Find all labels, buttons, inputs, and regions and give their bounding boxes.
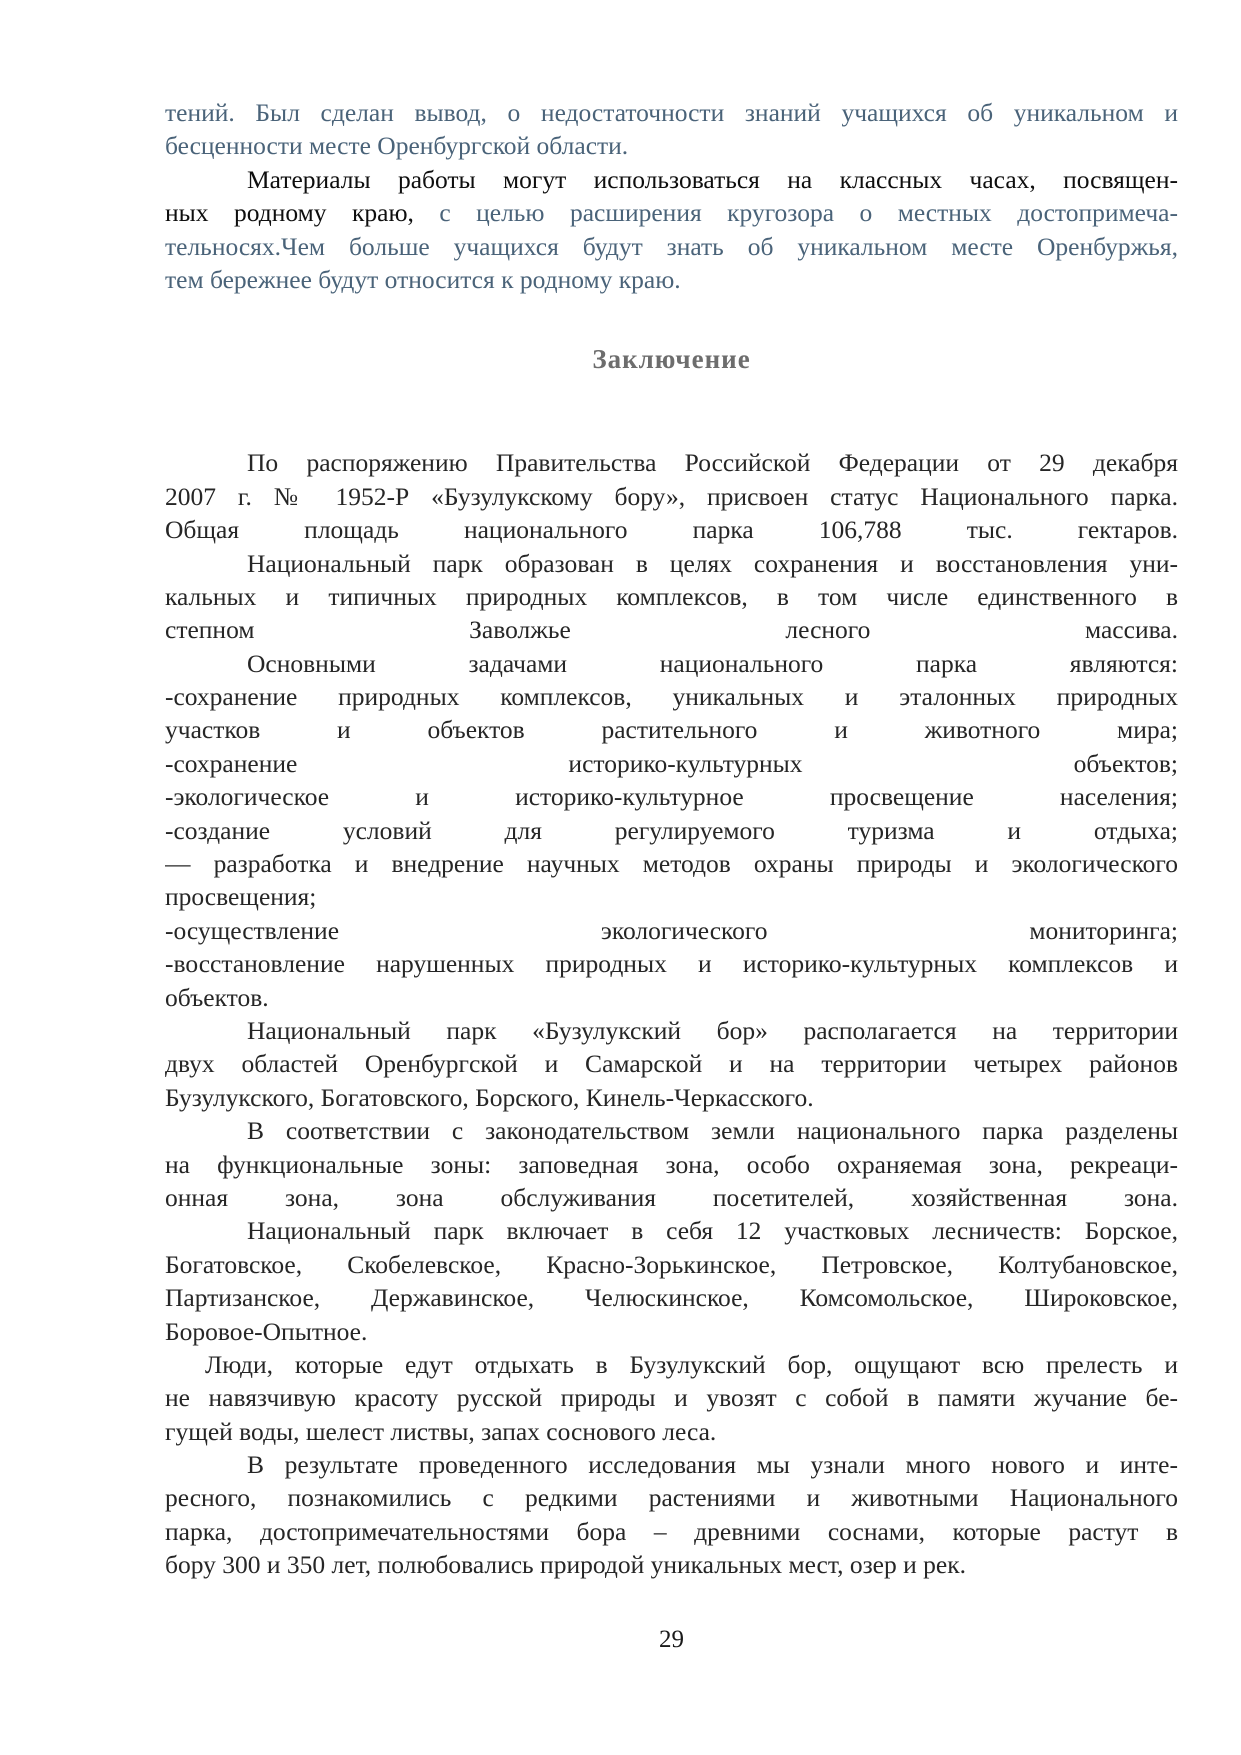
text-run: объектов. xyxy=(165,982,269,1012)
text-run: двух областей Оренбургской и Самарской и на территории четырех районов xyxy=(165,1049,1178,1079)
text-line xyxy=(165,263,1178,296)
text-line xyxy=(165,947,1178,980)
text-run: Национальный парк образован в целях сохранения и восстановления уни- xyxy=(247,548,1178,578)
text-line xyxy=(165,1047,1178,1080)
text-line xyxy=(165,196,1178,229)
text-line xyxy=(165,1515,1178,1548)
text-line xyxy=(165,713,1178,746)
text-run: -сохранение природных комплексов, уникальных и эталонных природных xyxy=(165,682,1178,712)
text-line xyxy=(165,847,1178,880)
text-column xyxy=(165,96,1178,1654)
text-line xyxy=(165,230,1178,263)
text-line xyxy=(165,547,1178,580)
text-run: -восстановление нарушенных природных и историко-культурных комплексов и xyxy=(165,949,1178,979)
text-line xyxy=(165,1415,1178,1448)
text-run: Материалы работы могут использоваться на классных часах, посвящен- xyxy=(247,164,1178,194)
text-run: с целью расширения кругозора о местных достопримеча- xyxy=(413,198,1178,228)
text-line xyxy=(165,163,1178,196)
text-line xyxy=(165,680,1178,713)
text-run: парка, достопримечательностями бора – древними соснами, которые растут в xyxy=(165,1516,1178,1546)
text-run: 2007 г. № 1952-Р «Бузулукскому бору», присвоен статус Национального парка. xyxy=(165,481,1178,511)
intro-paragraphs xyxy=(165,96,1178,296)
text-line xyxy=(165,1181,1178,1214)
text-line xyxy=(165,647,1178,680)
text-line xyxy=(165,446,1178,479)
text-run: бесценности месте Оренбургской области. xyxy=(165,131,629,161)
text-line xyxy=(165,1448,1178,1481)
text-line xyxy=(165,1248,1178,1281)
text-run: -экологическое и историко-культурное просвещение населения; xyxy=(165,782,1178,812)
text-line xyxy=(165,981,1178,1014)
text-line xyxy=(165,513,1178,546)
text-run: -осуществление экологического мониторинга; xyxy=(165,915,1178,945)
text-line xyxy=(165,1315,1178,1348)
text-line xyxy=(165,780,1178,813)
text-run: тений. Был сделан вывод, о недостаточности знаний учащихся об уникальном и xyxy=(165,98,1178,127)
text-line xyxy=(165,1381,1178,1414)
text-line xyxy=(165,613,1178,646)
text-line xyxy=(165,1114,1178,1147)
section-heading: Заключение xyxy=(592,344,751,375)
text-run: ных родному краю, xyxy=(165,198,414,228)
text-run: -создание условий для регулируемого туризма и отдыха; xyxy=(165,815,1178,845)
text-run: Люди, которые едут отдыхать в Бузулукский бор, ощущают всю прелесть и xyxy=(205,1349,1178,1379)
text-run: Богатовское, Скобелевское, Красно-Зорькинское, Петровское, Колтубановское, xyxy=(165,1249,1178,1279)
text-line xyxy=(165,1281,1178,1314)
text-line xyxy=(165,580,1178,613)
text-line xyxy=(165,480,1178,513)
text-run: Бузулукского, Богатовского, Борского, Кинель-Черкасского. xyxy=(165,1082,814,1112)
text-run: Боровое-Опытное. xyxy=(165,1316,368,1346)
text-run: В соответствии с законодательством земли национального парка разделены xyxy=(247,1116,1178,1146)
text-run: степном Заволжье лесного массива. xyxy=(165,615,1178,645)
text-run: Основными задачами национального парка являются: xyxy=(247,648,1178,678)
text-run: В результате проведенного исследования мы узнали много нового и инте- xyxy=(247,1450,1178,1480)
text-run: Национальный парк включает в себя 12 участковых лесничеств: Борское, xyxy=(247,1216,1178,1246)
text-run: Партизанское, Державинское, Челюскинское, Комсомольское, Широковское, xyxy=(165,1283,1178,1313)
text-run: бору 300 и 350 лет, полюбовались природой уникальных мест, озер и рек. xyxy=(165,1550,966,1580)
page-number: 29 xyxy=(659,1625,684,1653)
text-run: Общая площадь национального парка 106,788 тыс. гектаров. xyxy=(165,515,1178,545)
text-line xyxy=(165,1014,1178,1047)
text-line xyxy=(165,1148,1178,1181)
text-run: -сохранение историко-культурных объектов; xyxy=(165,748,1178,778)
text-run: тем бережнее будут относится к родному краю. xyxy=(165,264,681,294)
text-line xyxy=(165,96,1178,129)
text-line xyxy=(165,1214,1178,1247)
text-run: По распоряжению Правительства Российской Федерации от 29 декабря xyxy=(247,448,1178,478)
text-line xyxy=(165,1081,1178,1114)
text-line xyxy=(165,747,1178,780)
text-run: Национальный парк «Бузулукский бор» располагается на территории xyxy=(247,1015,1178,1045)
text-line xyxy=(165,1348,1178,1381)
text-run: гущей воды, шелест листвы, запах соснового леса. xyxy=(165,1416,717,1446)
text-run: на функциональные зоны: заповедная зона, особо охраняемая зона, рекреаци- xyxy=(165,1149,1178,1179)
text-run: ресного, познакомились с редкими растениями и животными Национального xyxy=(165,1483,1178,1513)
text-run: не навязчивую красоту русской природы и увозят с собой в памяти жучание бе- xyxy=(165,1383,1178,1413)
text-run: тельносях.Чем больше учащихся будут знать об уникальном месте Оренбуржья, xyxy=(165,231,1178,261)
text-run: просвещения; xyxy=(165,882,317,912)
text-line xyxy=(165,814,1178,847)
text-run: — разработка и внедрение научных методов охраны природы и экологического xyxy=(165,849,1178,879)
text-run: участков и объектов растительного и животного мира; xyxy=(165,715,1178,745)
text-line xyxy=(165,129,1178,162)
text-run: онная зона, зона обслуживания посетителей, хозяйственная зона. xyxy=(165,1182,1178,1212)
body-paragraphs xyxy=(165,446,1178,1581)
text-line xyxy=(165,1548,1178,1581)
text-line xyxy=(165,1481,1178,1514)
text-line xyxy=(165,914,1178,947)
text-run: кальных и типичных природных комплексов, в том числе единственного в xyxy=(165,581,1178,611)
text-line xyxy=(165,880,1178,913)
